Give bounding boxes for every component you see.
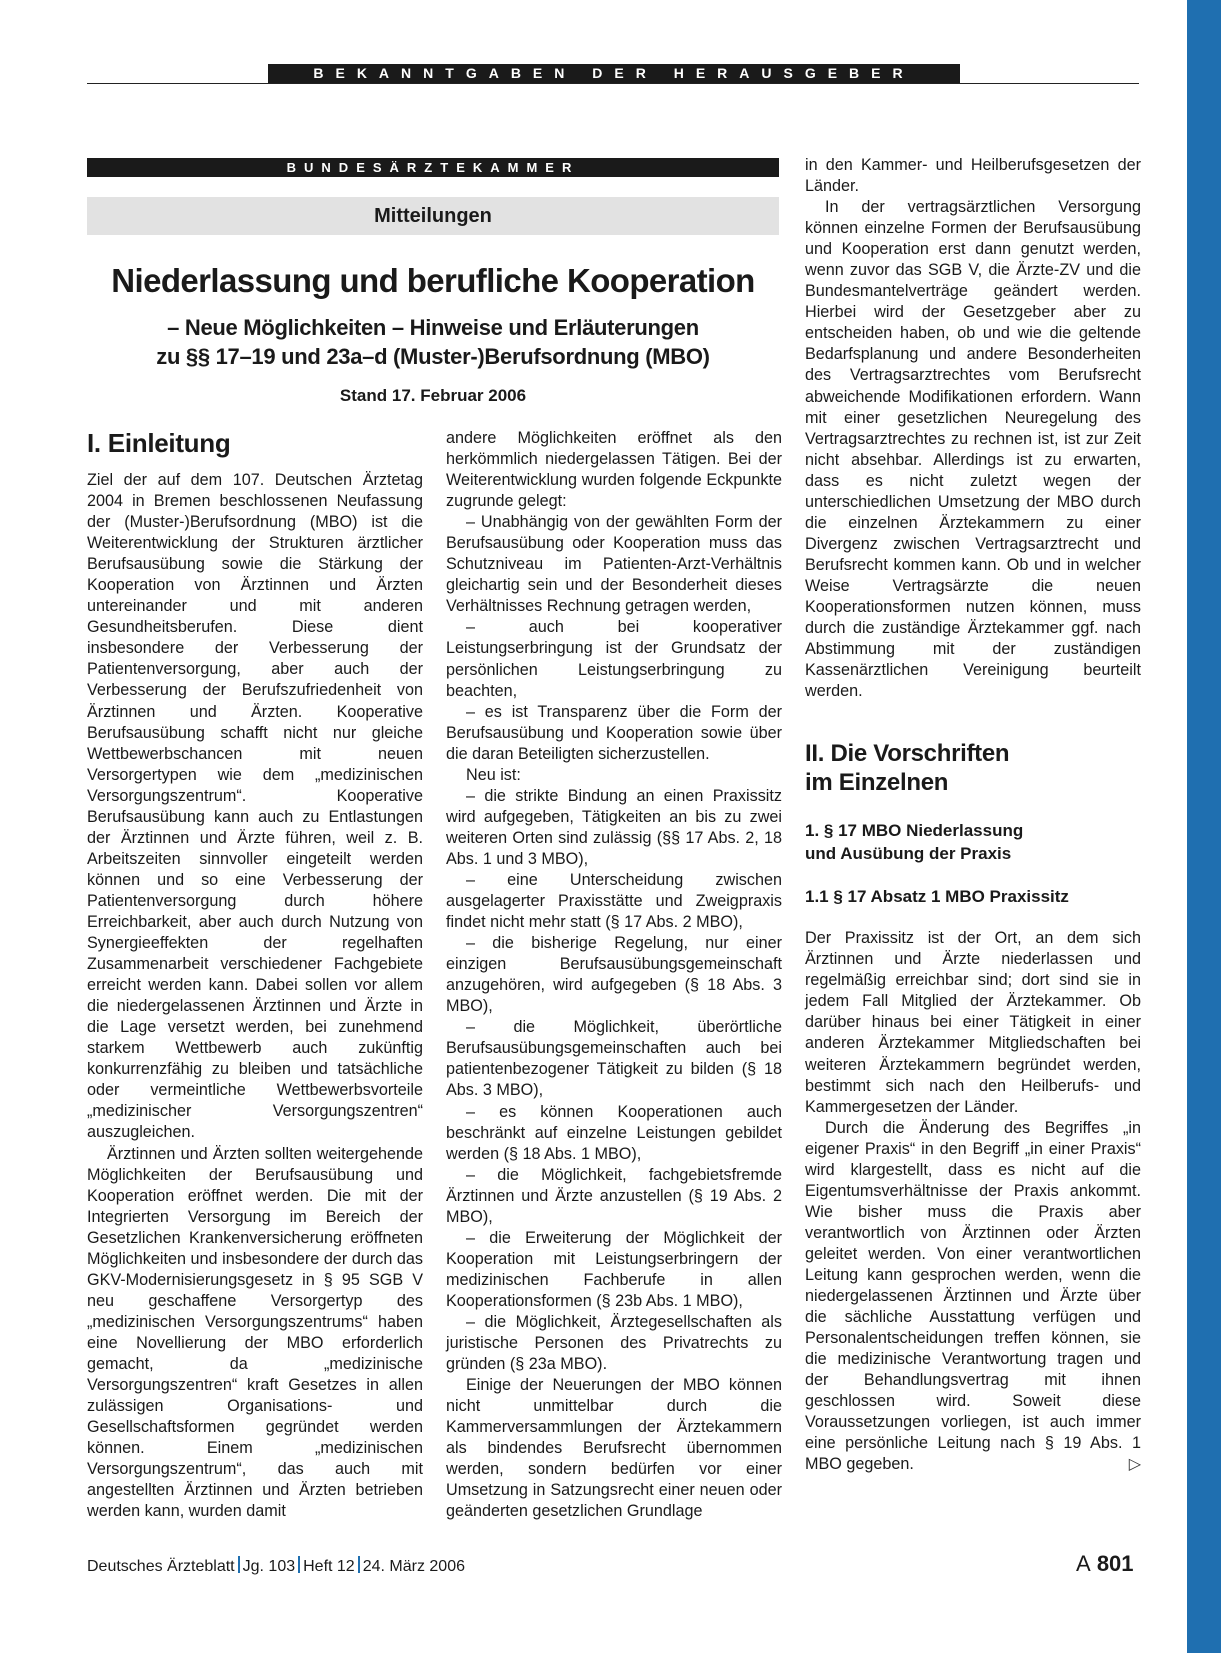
text-column-1 [87, 470, 423, 1522]
category-banner: Mitteilungen [87, 197, 779, 235]
paragraph: In der vertragsärztlichen Versorgung können einzelne Formen der Berufsausübung und Kooperation erst dann genutzt werden, wenn zuvor das SGB V, die Ärzte-ZV und die Bundesmantelverträge geändert werden. Hierbei wird der Gesetzgeber aber zu entscheiden haben, ob und wie die geltende Bedarfsplanung und andere Besonderheiten des Vertragsarztrechtes vom Berufsrecht abweichende Modifikationen erfordern. Wann mit einer gesetzlichen Neuregelung des Vertragsarztrechtes zu rechnen ist, ist zur Zeit nicht absehbar. Allerdings ist zu erwarten, dass es nicht zuletzt wegen der unterschiedlichen Umsetzung der MBO durch die einzelnen Ärztekammern zu einer Divergenz zwischen Vertragsarztrecht und Berufsrecht kommen kann. Ob und in welcher Weise Vertragsärzte die neuen Kooperationsformen nutzen können, muss durch die zuständige Ärztekammer ggf. nach Abstimmung mit der zuständigen Kassenärztlichen Vereinigung beurteilt werden. [805, 198, 1141, 701]
header-rule [87, 83, 1139, 84]
journal-date: 24. März 2006 [362, 1558, 465, 1575]
continue-arrow-icon: ▷ [1128, 1456, 1141, 1474]
section-banner: BEKANNTGABEN DER HERAUSGEBER [268, 64, 960, 83]
footer-separator [358, 1556, 360, 1573]
article-subtitle [87, 313, 779, 371]
paragraph: Ziel der auf dem 107. Deutschen Ärztetag 2004 in Bremen beschlossenen Neufassung der (Muster-)Berufsordnung (MBO) ist die Weiterentwicklung der Strukturen ärztlicher Berufsausübung sowie die Stärkung der Kooperation von Ärztinnen und Ärzten untereinander und mit anderen Gesundheitsberufen. Diese dient insbesondere der Verbesserung der Patientenversorgung, aber auch der Verbesserung der Berufszufriedenheit von Ärztinnen und Ärzten. Kooperative Berufsausübung schafft nicht nur gleiche Wettbewerbschancen mit neuen Versorgertypen wie dem „medizinischen Versorgungszentrum“. Kooperative Berufsausübung kann auch zu Entlastungen der Ärztinnen und Ärzte führen, weil z. B. Arbeitszeiten sinnvoller eingeteilt werden können und so eine Verbesserung der Patientenversorgung durch höhere Erreichbarkeit, aber auch durch Nutzung von Synergieeffekten der regelhaften Zusammenarbeit verschiedener Fachgebiete erreicht werden kann. Dabei sollen vor allem die niedergelassenen Ärztinnen und Ärzte in die Lage versetzt werden, bei zunehmend starkem Wettbewerb auch zukünftig konkurrenzfähig zu bleiben und tatsächliche oder vermeintliche Wettbewerbsvorteile „medizinischer Versorgungszentren“ auszugleichen. [87, 471, 423, 1142]
journal-name: Deutsches Ärzteblatt [87, 1558, 235, 1575]
page-number-value: 801 [1096, 1551, 1134, 1576]
paragraph: Ärztinnen und Ärzten sollten weitergehende Möglichkeiten der Berufsausübung und Kooperation eröffnet werden. Die mit der Integrierten Versorgung im Bereich der Gesetzlichen Krankenversicherung eröffneten Möglichkeiten und insbesondere der durch das GKV-Modernisierungsgesetz in § 95 SGB V neu geschaffene Versorgertyp des „medizinischen Versorgungszentrums“ haben eine Novellierung der MBO erforderlich gemacht, da „medizinische Versorgungszentren“ kraft Gesetzes in allen zulässigen Organisations- und Gesellschaftsformen gegründet werden können. Einem „medizinischen Versorgungszentrum“, das auch mit angestellten Ärztinnen und Ärzten betrieben werden kann, wurden damit [87, 1144, 423, 1521]
journal-volume: Jg. 103 [242, 1558, 296, 1575]
list-item: – die strikte Bindung an einen Praxissitz wird aufgegeben, Tätigkeiten an bis zu zwei weiteren Orten sind zulässig (§§ 17 Abs. 2, 18 Abs. 1 und 3 MBO), [446, 786, 782, 868]
footer-separator [238, 1556, 240, 1573]
paragraph: in den Kammer- und Heilberufsgesetzen der Länder. [805, 156, 1141, 196]
list-item: – eine Unterscheidung zwischen ausgelagerter Praxisstätte und Zweigpraxis findet nicht mehr statt (§ 17 Abs. 2 MBO), [446, 870, 782, 932]
subtitle-line-1: – Neue Möglichkeiten – Hinweise und Erläuterungen [167, 315, 699, 340]
section-heading-vorschriften: II. Die Vorschriften im Einzelnen [805, 740, 1010, 797]
paragraph: Einige der Neuerungen der MBO können nicht unmittelbar durch die Kammerversammlungen der Ärztekammern als bindendes Berufsrecht übernommen werden, sondern bedürfen vor einer Umsetzung in Satzungsrecht einer neuen oder geänderten gesetzlichen Grundlage [446, 1376, 782, 1521]
article-date: Stand 17. Februar 2006 [339, 386, 527, 405]
paragraph: andere Möglichkeiten eröffnet als den herkömmlich niedergelassen Tätigen. Bei der Weiterentwicklung wurden folgende Eckpunkte zugrunde gelegt: [446, 429, 782, 511]
list-item: – die Möglichkeit, überörtliche Berufsausübungsgemeinschaften auch bei patientenbezogener Tätigkeit zu bilden (§ 18 Abs. 3 MBO), [446, 1018, 782, 1100]
text-column-3 [805, 155, 1141, 1475]
paragraph: Der Praxissitz ist der Ort, an dem sich Ärztinnen und Ärzte niederlassen und regelmäßig erreichbar sind; dort sind sie in jedem Fall Mitglied der Ärztekammer. Ob darüber hinaus bei einer Tätigkeit in einer anderen Ärztekammer Mitgliedschaften bei weiteren Ärztekammern begründet werden, bestimmt sich nach den Heilberufs- und Kammergesetzen der Länder. [805, 929, 1141, 1116]
list-item: – auch bei kooperativer Leistungserbringung ist der Grundsatz der persönlichen Leistungserbringung zu beachten, [446, 618, 782, 700]
journal-issue: Heft 12 [303, 1558, 355, 1575]
list-item: – die bisherige Regelung, nur einer einzigen Berufsausübungsgemeinschaft anzugehören, wird aufgegeben (§ 18 Abs. 3 MBO), [446, 934, 782, 1016]
section-heading-einleitung: I. Einleitung [87, 428, 231, 458]
organization-banner: BUNDESÄRZTEKAMMER [87, 158, 779, 177]
page-number [1076, 1551, 1134, 1577]
article-title: Niederlassung und berufliche Kooperation [111, 262, 755, 299]
page-prefix: A [1076, 1551, 1091, 1576]
subtitle-line-2: zu §§ 17–19 und 23a–d (Muster-)Berufsordnung (MBO) [156, 344, 710, 369]
subsection-heading-17: 1. § 17 MBO Niederlassung und Ausübung der Praxis [805, 821, 1024, 864]
list-item: – Unabhängig von der gewählten Form der Berufsausübung oder Kooperation muss das Schutzniveau im Patienten-Arzt-Verhältnis gleichartig sein und der Besonderheit dieses Verhältnisses Rechnung getragen werden, [446, 513, 782, 616]
list-item: – die Möglichkeit, fachgebietsfremde Ärztinnen und Ärzte anzustellen (§ 19 Abs. 2 MBO), [446, 1165, 782, 1226]
list-item: – es ist Transparenz über die Form der Berufsausübung und Kooperation sowie über die daran Beteiligten sicherzustellen. [446, 702, 782, 763]
paragraph: Durch die Änderung des Begriffes „in eigener Praxis“ in den Begriff „in einer Praxis“ wird klargestellt, dass es nicht auf die Eigentumsverhältnisse der Praxis ankommt. Wie bisher muss die Praxis aber verantwortlich von Ärztinnen oder Ärzten geleitet werden. Von einer verantwortlichen Leitung kann gesprochen werden, wenn die niedergelassenen Ärztinnen und Ärzte über die sächliche Ausstattung verfügen und Personalentscheidungen treffen können, sie die medizinische Verantwortung tragen und der Behandlungsvertrag mit ihnen geschlossen wird. Soweit diese Voraussetzungen vorliegen, ist auch immer eine persönliche Leitung nach § 19 Abs. 1 MBO gegeben. ▷ [805, 1118, 1141, 1476]
side-color-bar [1187, 0, 1221, 1653]
text-column-2 [446, 428, 782, 1522]
paragraph: Neu ist: [466, 765, 521, 784]
footer-separator [298, 1556, 300, 1573]
list-item: – die Möglichkeit, Ärztegesellschaften als juristische Personen des Privatrechts zu gründen (§ 23a MBO). [446, 1312, 782, 1374]
footer-citation [87, 1556, 465, 1576]
list-item: – es können Kooperationen auch beschränkt auf einzelne Leistungen gebildet werden (§ 18 Abs. 1 MBO), [446, 1102, 782, 1163]
list-item: – die Erweiterung der Möglichkeit der Kooperation mit Leistungserbringern der medizinischen Fachberufe in allen Kooperationsformen (§ 23b Abs. 1 MBO), [446, 1228, 782, 1310]
subsection-heading-17-1: 1.1 § 17 Absatz 1 MBO Praxissitz [805, 887, 1069, 907]
